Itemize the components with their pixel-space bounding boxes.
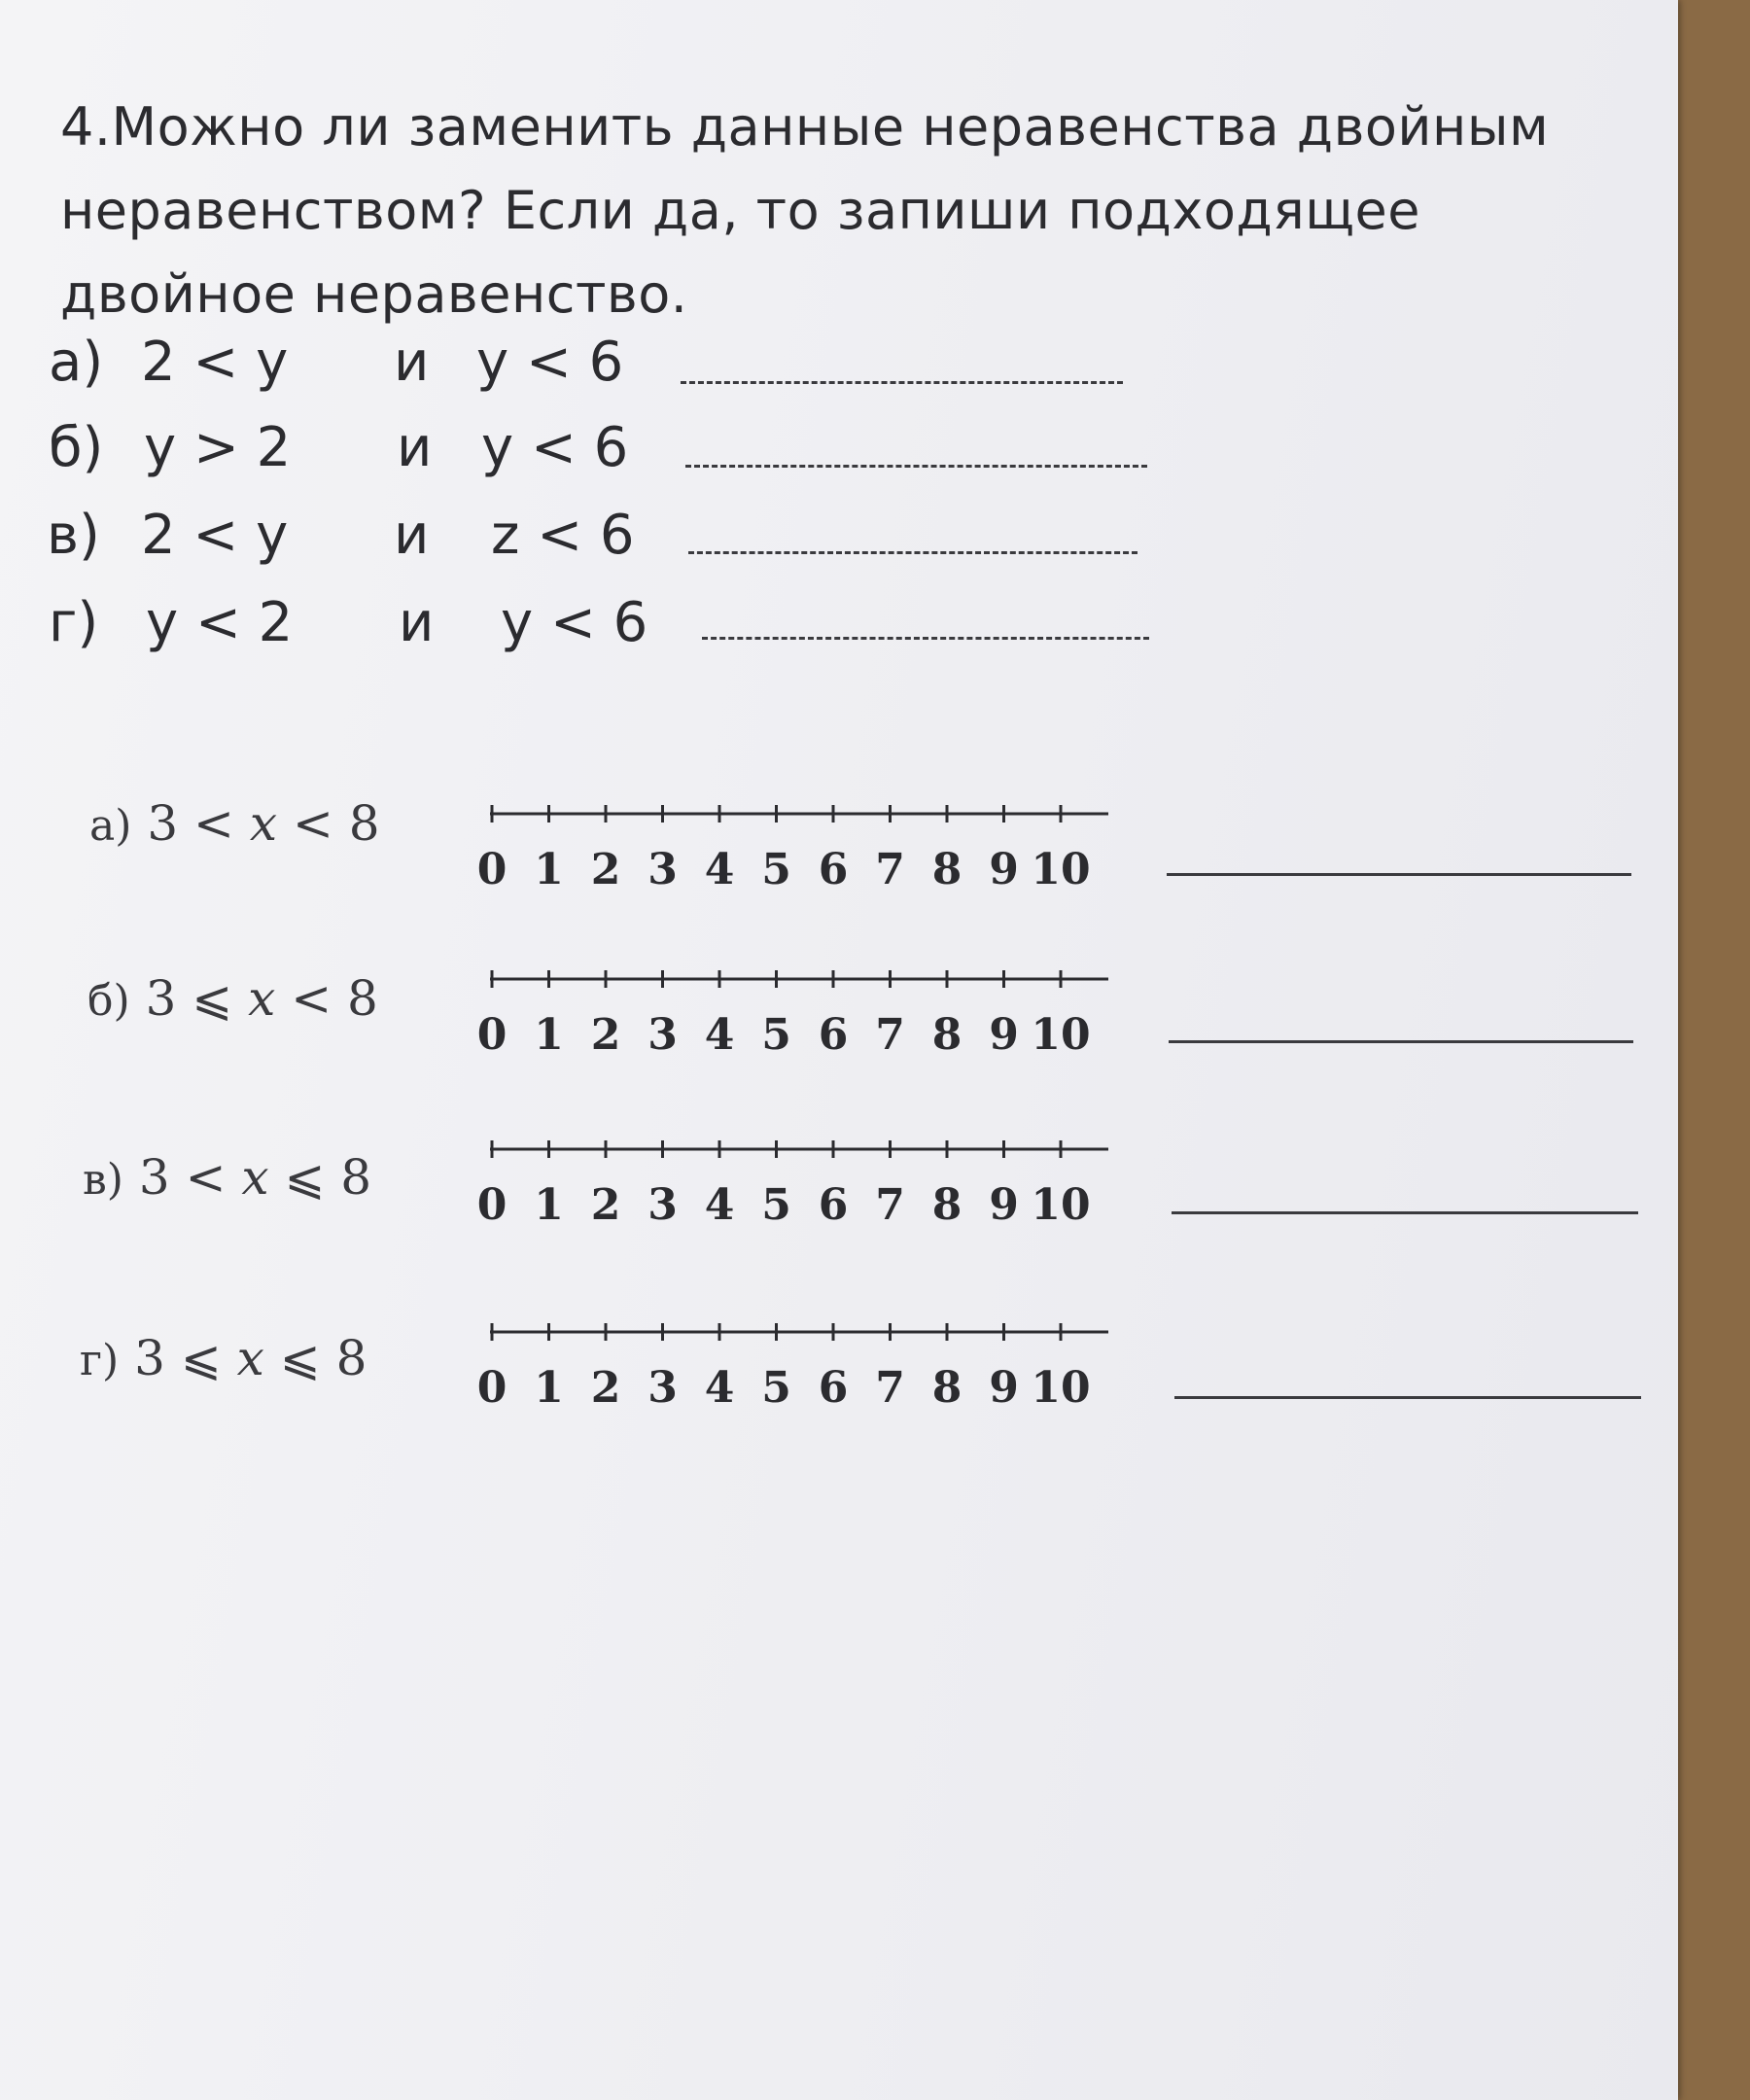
number-line-d[interactable]	[457, 1311, 1138, 1427]
tick-label: 2	[590, 1010, 621, 1060]
tick-label: 7	[875, 845, 905, 894]
tick-label: 2	[590, 1180, 621, 1230]
pair-conj: и	[399, 591, 435, 654]
tick-label: 3	[648, 1363, 678, 1413]
tick-label: 8	[931, 1363, 962, 1413]
tick-label: 4	[704, 1363, 735, 1413]
tick-label: 1	[534, 1180, 564, 1230]
pair-first: y < 2	[146, 591, 294, 654]
tick-label: 3	[648, 845, 678, 894]
tick-label: 9	[989, 1363, 1019, 1413]
answer-line-a[interactable]	[1167, 873, 1631, 876]
tick-label: 10	[1031, 1010, 1091, 1060]
answer-line-b[interactable]	[1169, 1040, 1633, 1043]
tick-label: 8	[931, 1010, 962, 1060]
tick-label: 10	[1031, 1180, 1091, 1230]
pair-conj: и	[394, 504, 430, 567]
answer-dashed-line[interactable]	[688, 551, 1138, 554]
tick-label: 0	[476, 845, 508, 894]
tick-label: 9	[989, 1180, 1019, 1230]
numline-inequality-a: а) 3 < x < 8	[89, 795, 380, 852]
tick-label: 6	[818, 845, 849, 894]
task-title: 4.Можно ли заменить данные неравенства двойным неравенством? Если да, то запиши подходящее двойное неравенство.	[60, 96, 1550, 325]
tick-label: 4	[704, 1180, 735, 1230]
answer-dashed-line[interactable]	[702, 637, 1149, 640]
tick-label: 2	[590, 1363, 621, 1413]
tick-label: 0	[476, 1010, 508, 1060]
tick-label: 9	[989, 845, 1019, 894]
pair-second: y < 6	[476, 331, 624, 394]
pair-second: y < 6	[481, 416, 629, 479]
tick-label: 7	[875, 1363, 905, 1413]
tick-label: 6	[818, 1180, 849, 1230]
answer-line-d[interactable]	[1174, 1396, 1641, 1399]
tick-label: 4	[704, 1010, 735, 1060]
pair-second: y < 6	[501, 591, 648, 654]
tick-label: 9	[989, 1010, 1019, 1060]
tick-label: 7	[875, 1010, 905, 1060]
tick-label: 1	[534, 1363, 564, 1413]
tick-label: 5	[761, 1010, 791, 1060]
pair-letter: г)	[49, 591, 99, 654]
pair-conj: и	[397, 416, 433, 479]
tick-label: 5	[761, 1180, 791, 1230]
pair-letter: в)	[47, 504, 100, 567]
answer-dashed-line[interactable]	[685, 465, 1147, 468]
numline-inequality-d: г) 3 ⩽ x ⩽ 8	[80, 1330, 368, 1386]
tick-label: 7	[875, 1180, 905, 1230]
tick-label: 6	[818, 1363, 849, 1413]
tick-label: 0	[476, 1363, 508, 1413]
numline-inequality-c: в) 3 < x ⩽ 8	[83, 1149, 372, 1206]
tick-label: 5	[761, 1363, 791, 1413]
tick-label: 8	[931, 1180, 962, 1230]
pair-letter: а)	[49, 331, 104, 394]
tick-label: 1	[534, 845, 564, 894]
number-line-c[interactable]	[457, 1128, 1138, 1244]
pair-second: z < 6	[491, 504, 635, 567]
pair-first: y > 2	[144, 416, 292, 479]
tick-label: 10	[1031, 845, 1091, 894]
tick-label: 0	[476, 1180, 508, 1230]
number-line-a[interactable]	[457, 792, 1138, 909]
tick-label: 1	[534, 1010, 564, 1060]
pair-first: 2 < y	[141, 331, 289, 394]
answer-line-c[interactable]	[1172, 1211, 1638, 1214]
tick-label: 6	[818, 1010, 849, 1060]
numline-inequality-b: б) 3 ⩽ x < 8	[88, 970, 378, 1027]
answer-dashed-line[interactable]	[681, 381, 1123, 384]
pair-letter: б)	[49, 416, 104, 479]
tick-label: 5	[761, 845, 791, 894]
tick-label: 8	[931, 845, 962, 894]
tick-label: 2	[590, 845, 621, 894]
tick-label: 3	[648, 1010, 678, 1060]
tick-label: 10	[1031, 1363, 1091, 1413]
tick-label: 4	[704, 845, 735, 894]
number-line-b[interactable]	[457, 958, 1138, 1074]
tick-label: 3	[648, 1180, 678, 1230]
pair-first: 2 < y	[141, 504, 289, 567]
pair-conj: и	[394, 331, 430, 394]
